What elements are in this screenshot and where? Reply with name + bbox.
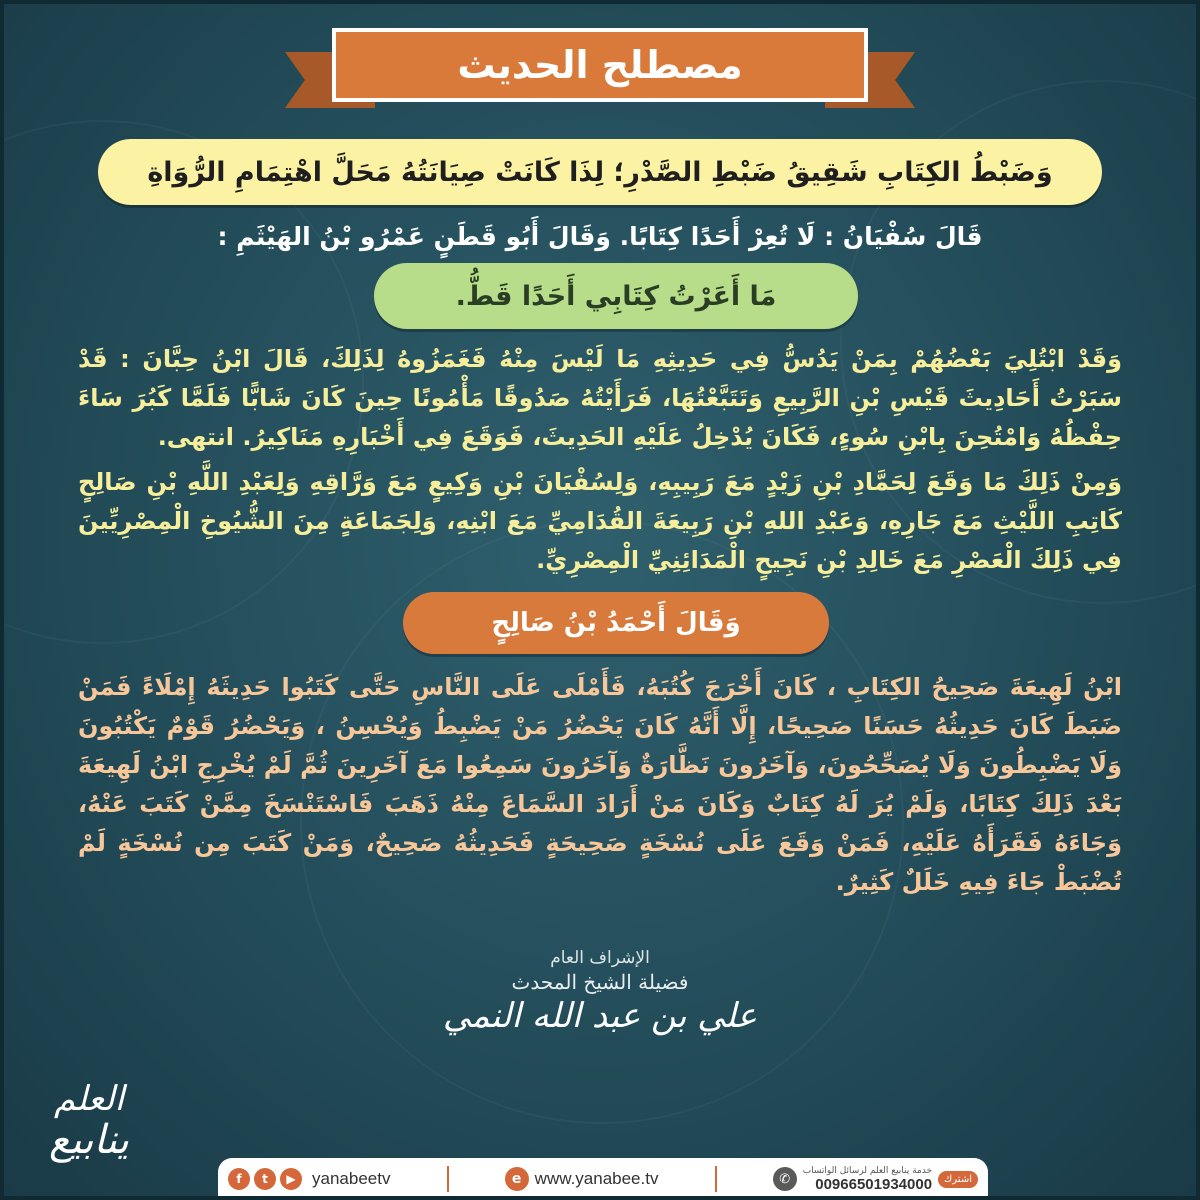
social-links	[228, 1168, 390, 1190]
quote-pill-orange	[403, 592, 829, 654]
footer-divider	[447, 1166, 449, 1192]
paragraph-block-2	[78, 668, 1122, 908]
whatsapp-number[interactable]: 00966501934000	[815, 1175, 933, 1193]
footer-bar	[218, 1158, 988, 1200]
paragraph: ابْنُ لَهِيعَةَ صَحِيحُ الكِتَابِ ، كَانَ أَخْرَجَ كُتُبَهُ، فَأَمْلَى عَلَى النَّاسِ حَتَّى كَتَبُوا حَدِيثَهُ إِمْلَاءً فَمَنْ ضَبَطَ كَانَ حَدِيثُهُ حَسَنًا صَحِيحًا، إِلَّا أَنَّهُ كَانَ يَحْضُرُ مَنْ يَضْبِطُ وَيُحْسِنُ ، وَيَحْضُرُ قَوْمٌ يَكْتُبُونَ وَلَا يَضْبِطُونَ وَلَا يُصَحِّحُونَ، وَآخَرُونَ نَظَّارَةٌ وَآخَرُونَ سَمِعُوا مَعَ آخَرِينَ ثُمَّ لَمْ يُخْرِجِ ابْنُ لَهِيعَةَ بَعْدَ ذَلِكَ كِتَابًا، وَلَمْ يُرَ لَهُ كِتَابٌ وَكَانَ مَنْ أَرَادَ السَّمَاعَ مِنْهُ ذَهَبَ فَاسْتَنْسَخَ مِمَّنْ كَتَبَ عَنْهُ، وَجَاءَهُ فَقَرَأَهُ عَلَيْهِ، فَمَنْ وَقَعَ عَلَى نُسْخَةٍ صَحِيحَةٍ فَحَدِيثُهُ صَحِيحٌ، وَمَنْ كَتَبَ مِن نُسْخَةٍ لَمْ تُضْبَطْ جَاءَ فِيهِ خَلَلٌ كَثِيرٌ.	[78, 673, 1122, 896]
page-title: مصطلح الحديث	[457, 43, 743, 87]
facebook-icon[interactable]: f	[228, 1168, 250, 1190]
subscribe-badge[interactable]: اشترك	[938, 1171, 978, 1188]
website-link[interactable]	[505, 1167, 659, 1191]
globe-icon: e	[505, 1167, 529, 1191]
paragraph: وَقَدْ ابْتُلِيَ بَعْضُهُمْ بِمَنْ يَدُسُّ فِي حَدِيثِهِ مَا لَيْسَ مِنْهُ فَغَمَزُوهُ لِذَلِكَ، قَالَ ابْنُ حِبَّانَ : قَدْ سَبَرْتُ أَحَادِيثَ قَيْسِ بْنِ الرَّبِيعِ وَتَتَبَّعْتُهَا، فَرَأَيْتُهُ صَدُوقًا مَأْمُونًا حِينَ كَانَ شَابًّا فَلَمَّا كَبُرَ سَاءَ حِفْظُهُ وَامْتُحِنَ بِابْنِ سُوءٍ، فَكَانَ يُدْخِلُ عَلَيْهِ الحَدِيثَ، فَوَقَعَ فِي أَخْبَارِهِ مَنَاكِيرُ. انتهى.	[78, 345, 1122, 451]
twitter-icon[interactable]: t	[254, 1168, 276, 1190]
paragraph-block-1	[78, 340, 1122, 586]
youtube-icon[interactable]: ▶	[280, 1168, 302, 1190]
whatsapp-service[interactable]	[773, 1166, 978, 1193]
social-handle[interactable]: yanabeetv	[312, 1169, 391, 1188]
signature-line: فضيلة الشيخ المحدث	[511, 970, 689, 994]
intro-text: قَالَ سُفْيَانُ : لَا تُعِرْ أَحَدًا كِتَابًا. وَقَالَ أَبُو قَطَنٍ عَمْرُو بْنُ الهَيْثَمِ :	[217, 222, 983, 251]
signature-name: علي بن عبد الله النمي	[442, 996, 758, 1036]
website-text[interactable]: www.yanabee.tv	[534, 1169, 659, 1188]
quote-pill-green	[374, 263, 858, 329]
quote2-text: وَقَالَ أَحْمَدُ بْنُ صَالِحٍ	[491, 608, 741, 638]
brand-logo	[14, 1080, 164, 1180]
paragraph: وَمِنْ ذَلِكَ مَا وَقَعَ لِحَمَّادِ بْنِ زَيْدٍ مَعَ رَبِيبِهِ، وَلِسُفْيَانَ بْنِ وَكِيعٍ مَعَ وَرَّاقِهِ وَلِعَبْدِ اللَّهِ بْنِ صَالِحٍ كَاتِبِ اللَّيْثِ مَعَ جَارِهِ، وَعَبْدِ اللهِ بْنِ رَبِيعَةَ القُدَامِيِّ مَعَ ابْنِهِ، وَلِجَمَاعَةٍ مِنَ الشُّيُوخِ الْمِصْرِيِّينَ فِي ذَلِكَ الْعَصْرِ مَعَ خَالِدِ بْنِ نَجِيحٍ الْمَدَائِنِيِّ الْمِصْرِيِّ.	[78, 468, 1122, 574]
whatsapp-caption: خدمة ينابيع العلم لرسائل الواتساب	[802, 1165, 933, 1176]
highlight-pill	[98, 139, 1102, 205]
signature-line: الإشراف العام	[550, 948, 650, 968]
whatsapp-icon: ✆	[773, 1167, 797, 1191]
quote1-text: مَا أَعَرْتُ كِتَابِي أَحَدًا قَطُّ.	[455, 280, 777, 312]
logo-word: العلم	[53, 1079, 125, 1119]
logo-word: ينابيع	[49, 1117, 129, 1163]
signature-block	[440, 948, 760, 1048]
footer-divider	[715, 1166, 717, 1192]
title-banner	[332, 28, 868, 102]
highlight-text: وَضَبْطُ الكِتَابِ شَقِيقُ ضَبْطِ الصَّدْرِ؛ لِذَا كَانَتْ صِيَانَتُهُ مَحَلَّ اهْتِمَامِ الرُّوَاةِ	[147, 156, 1053, 188]
